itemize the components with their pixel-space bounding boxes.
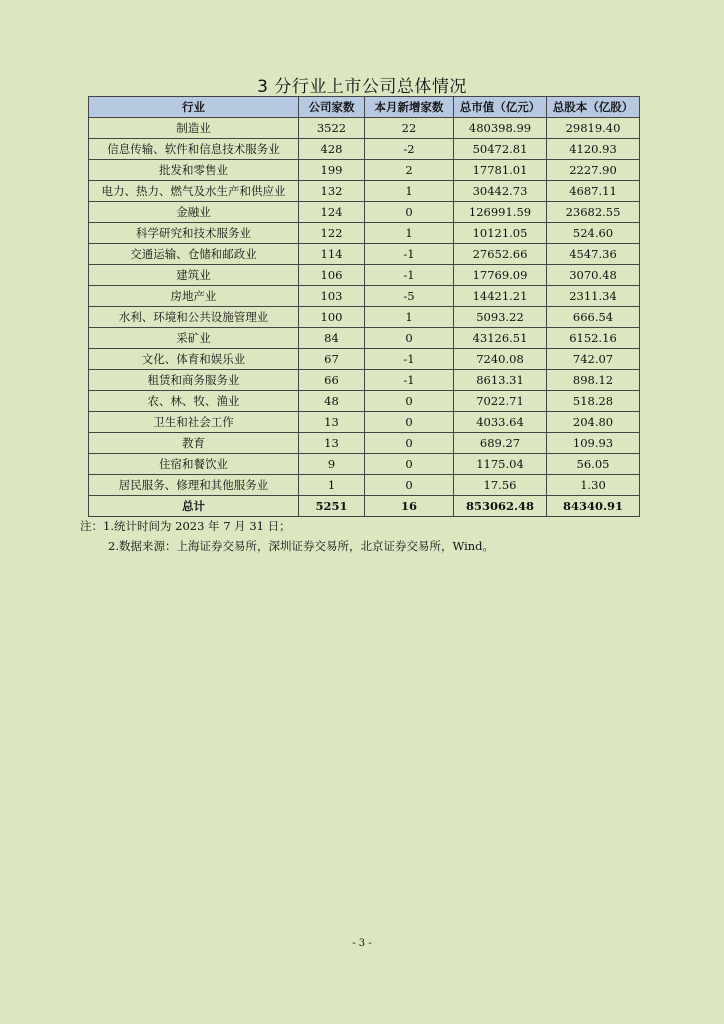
cell-market-cap: 7240.08 [454,349,547,370]
cell-market-cap: 7022.71 [454,391,547,412]
cell-total-shares: 524.60 [547,223,640,244]
cell-market-cap: 689.27 [454,433,547,454]
total-total-shares: 84340.91 [547,496,640,517]
table-row [89,475,640,496]
cell-new-this-month: 2 [365,160,454,181]
cell-industry: 文化、体育和娱乐业 [89,349,299,370]
page-title: 3 分行业上市公司总体情况 [257,77,467,97]
cell-company-count: 13 [299,412,365,433]
cell-company-count: 132 [299,181,365,202]
cell-industry: 农、林、牧、渔业 [89,391,299,412]
cell-company-count: 84 [299,328,365,349]
industry-table [88,96,640,517]
table-row [89,454,640,475]
cell-market-cap: 1175.04 [454,454,547,475]
cell-market-cap: 17.56 [454,475,547,496]
cell-market-cap: 4033.64 [454,412,547,433]
cell-total-shares: 742.07 [547,349,640,370]
cell-industry: 建筑业 [89,265,299,286]
cell-new-this-month: 0 [365,328,454,349]
table-notes [80,516,494,556]
table-row [89,265,640,286]
header-total-shares: 总股本（亿股） [547,97,640,118]
header-industry: 行业 [89,97,299,118]
cell-industry: 金融业 [89,202,299,223]
cell-new-this-month: 22 [365,118,454,139]
cell-company-count: 106 [299,265,365,286]
cell-new-this-month: 0 [365,433,454,454]
cell-company-count: 48 [299,391,365,412]
cell-new-this-month: -1 [365,370,454,391]
cell-new-this-month: 1 [365,307,454,328]
cell-new-this-month: 0 [365,475,454,496]
cell-total-shares: 666.54 [547,307,640,328]
cell-industry: 租赁和商务服务业 [89,370,299,391]
cell-industry: 采矿业 [89,328,299,349]
cell-total-shares: 4687.11 [547,181,640,202]
cell-new-this-month: 0 [365,412,454,433]
cell-company-count: 122 [299,223,365,244]
cell-industry: 房地产业 [89,286,299,307]
cell-market-cap: 480398.99 [454,118,547,139]
cell-market-cap: 14421.21 [454,286,547,307]
cell-total-shares: 518.28 [547,391,640,412]
cell-market-cap: 10121.05 [454,223,547,244]
cell-new-this-month: 0 [365,202,454,223]
cell-company-count: 428 [299,139,365,160]
table-row [89,391,640,412]
cell-total-shares: 1.30 [547,475,640,496]
table-row [89,328,640,349]
cell-industry: 水利、环境和公共设施管理业 [89,307,299,328]
header-market-cap: 总市值（亿元） [454,97,547,118]
cell-total-shares: 4547.36 [547,244,640,265]
cell-new-this-month: -5 [365,286,454,307]
cell-new-this-month: 0 [365,454,454,475]
cell-company-count: 114 [299,244,365,265]
cell-total-shares: 56.05 [547,454,640,475]
cell-market-cap: 30442.73 [454,181,547,202]
table-total-row [89,496,640,517]
cell-new-this-month: 1 [365,223,454,244]
table-row [89,244,640,265]
cell-company-count: 124 [299,202,365,223]
cell-new-this-month: -1 [365,244,454,265]
cell-company-count: 199 [299,160,365,181]
cell-market-cap: 17781.01 [454,160,547,181]
table-row [89,118,640,139]
cell-new-this-month: 1 [365,181,454,202]
cell-new-this-month: -1 [365,349,454,370]
total-label: 总计 [89,496,299,517]
cell-new-this-month: 0 [365,391,454,412]
table-row [89,286,640,307]
table-row [89,349,640,370]
cell-industry: 卫生和社会工作 [89,412,299,433]
cell-market-cap: 50472.81 [454,139,547,160]
cell-total-shares: 2227.90 [547,160,640,181]
cell-total-shares: 29819.40 [547,118,640,139]
table-row [89,223,640,244]
cell-industry: 电力、热力、燃气及水生产和供应业 [89,181,299,202]
cell-total-shares: 2311.34 [547,286,640,307]
table-row [89,139,640,160]
table-header-row [89,97,640,118]
cell-industry: 科学研究和技术服务业 [89,223,299,244]
cell-company-count: 1 [299,475,365,496]
table-row [89,307,640,328]
note-line-2: 2.数据来源：上海证券交易所，深圳证券交易所，北京证券交易所，Wind。 [108,539,495,553]
table-row [89,160,640,181]
cell-company-count: 67 [299,349,365,370]
cell-industry: 信息传输、软件和信息技术服务业 [89,139,299,160]
cell-new-this-month: -2 [365,139,454,160]
cell-market-cap: 8613.31 [454,370,547,391]
cell-industry: 居民服务、修理和其他服务业 [89,475,299,496]
note-line-1: 注：1.统计时间为 2023 年 7 月 31 日； [80,519,291,533]
cell-market-cap: 17769.09 [454,265,547,286]
cell-industry: 批发和零售业 [89,160,299,181]
cell-company-count: 103 [299,286,365,307]
cell-company-count: 3522 [299,118,365,139]
cell-company-count: 66 [299,370,365,391]
cell-total-shares: 23682.55 [547,202,640,223]
page-number: - 3 - [352,938,372,949]
header-new-this-month: 本月新增家数 [365,97,454,118]
header-company-count: 公司家数 [299,97,365,118]
table-row [89,181,640,202]
table-row [89,412,640,433]
total-market-cap: 853062.48 [454,496,547,517]
cell-company-count: 13 [299,433,365,454]
cell-total-shares: 204.80 [547,412,640,433]
cell-market-cap: 27652.66 [454,244,547,265]
cell-company-count: 100 [299,307,365,328]
cell-market-cap: 43126.51 [454,328,547,349]
cell-total-shares: 3070.48 [547,265,640,286]
cell-new-this-month: -1 [365,265,454,286]
table-row [89,433,640,454]
cell-company-count: 9 [299,454,365,475]
table-row [89,202,640,223]
cell-industry: 住宿和餐饮业 [89,454,299,475]
cell-total-shares: 4120.93 [547,139,640,160]
total-company-count: 5251 [299,496,365,517]
cell-industry: 教育 [89,433,299,454]
cell-market-cap: 5093.22 [454,307,547,328]
cell-total-shares: 898.12 [547,370,640,391]
table-row [89,370,640,391]
cell-industry: 制造业 [89,118,299,139]
cell-total-shares: 109.93 [547,433,640,454]
cell-total-shares: 6152.16 [547,328,640,349]
total-new-this-month: 16 [365,496,454,517]
cell-market-cap: 126991.59 [454,202,547,223]
cell-industry: 交通运输、仓储和邮政业 [89,244,299,265]
